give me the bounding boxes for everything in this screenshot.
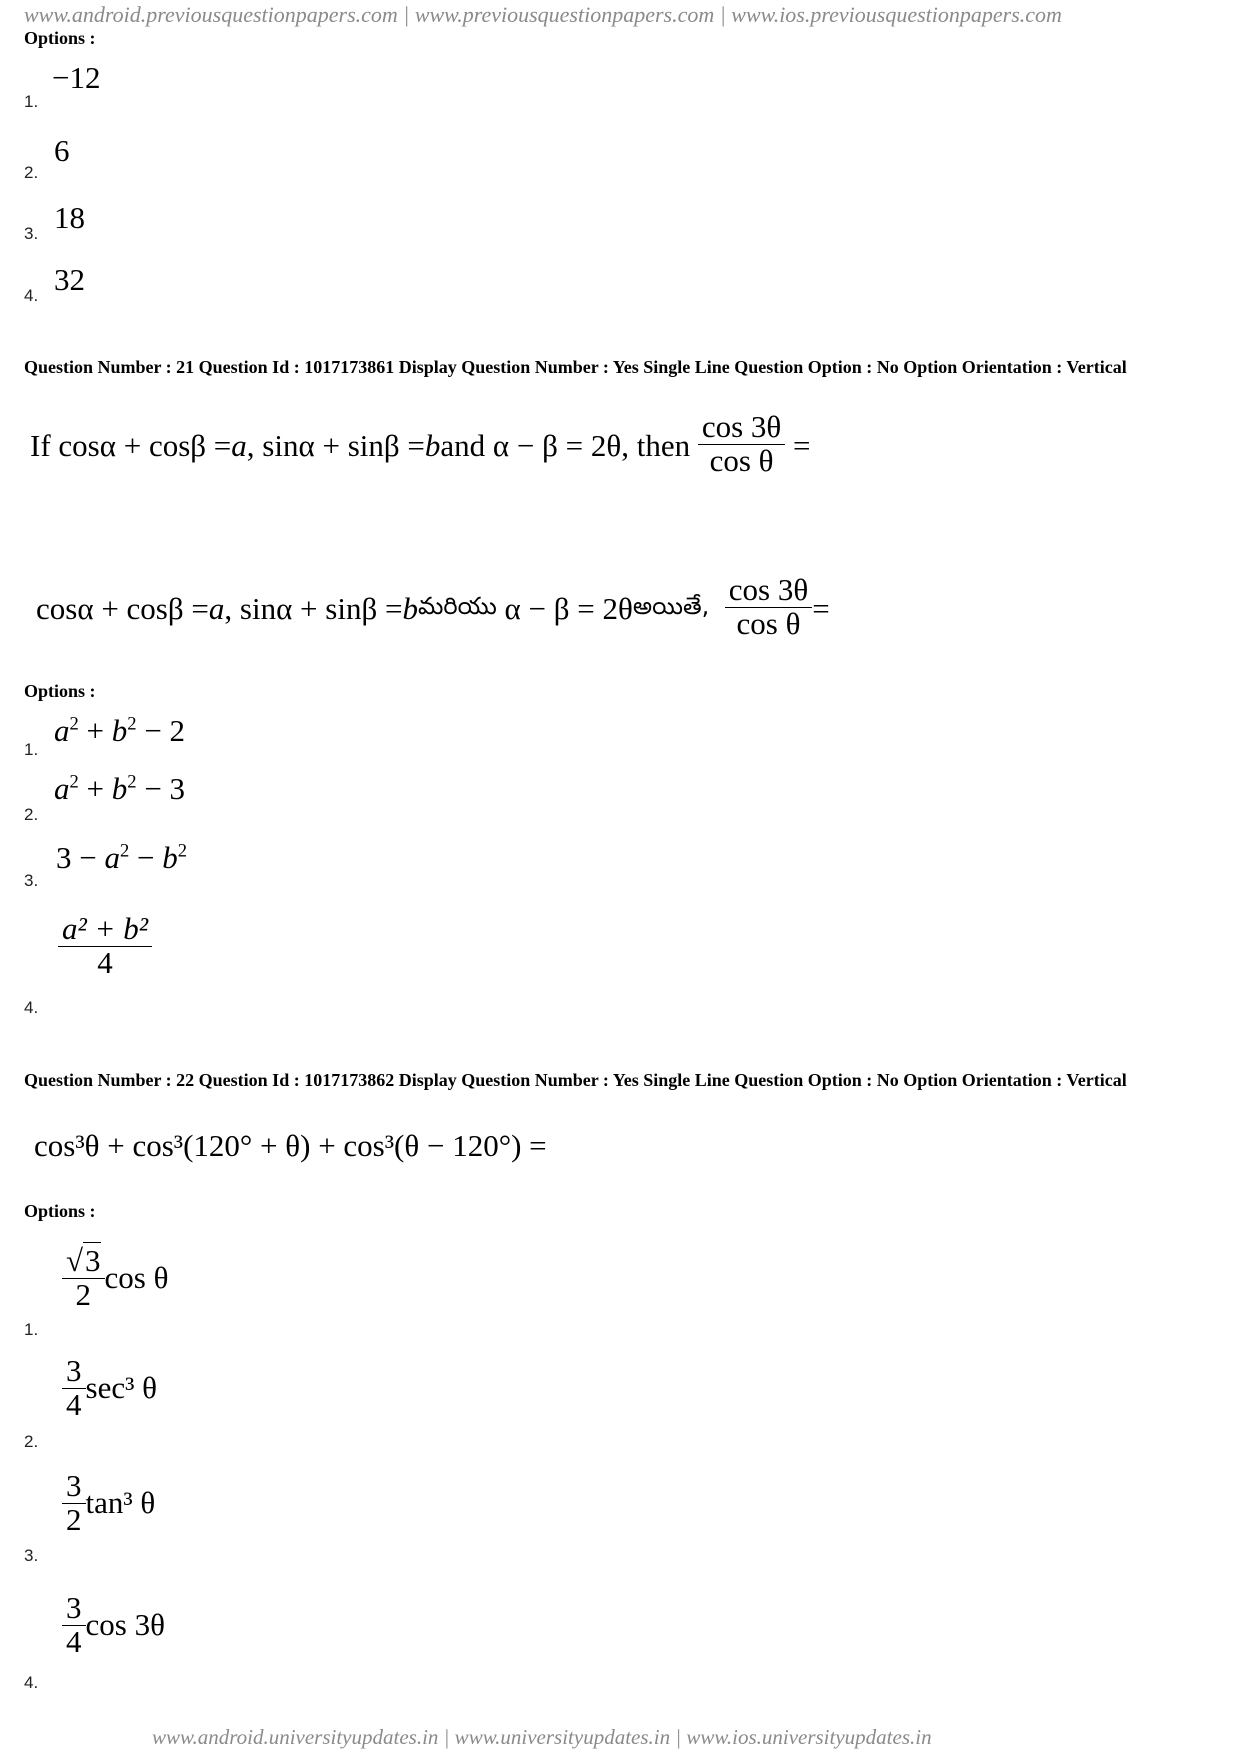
fraction-denominator: 4 [66,1623,82,1659]
option-value: $a^2 + b^2 - 3$ [54,771,186,806]
question-text: మరియు [417,592,497,621]
fraction-denominator: 4 [66,1386,82,1422]
option-number: 3. [24,224,39,243]
question-text: α − β = 2θ [504,591,633,627]
variable-a: a [208,591,225,627]
option-number: 1. [24,92,39,111]
watermark-bottom[interactable]: www.android.universityupdates.in | www.universityupdates.in | www.ios.universityupdates.in [152,1725,932,1749]
equals-sign: = [812,591,830,627]
option-number: 1. [24,740,39,759]
question-text: cosα + cosβ = [58,428,232,464]
fraction-denominator: cos θ [736,605,801,641]
option-number: 2. [24,1432,39,1451]
option-value [62,1355,157,1421]
question-text: అయితే, [632,592,710,621]
fraction [62,1470,86,1536]
fraction [698,411,785,477]
fraction-numerator: √3 [66,1243,101,1278]
fraction [62,1245,105,1311]
option-number: 4. [24,286,39,305]
option-number: 3. [24,1546,39,1565]
equals-sign: = [793,428,811,464]
fraction-numerator: cos 3θ [728,572,809,607]
option-value: 18 [54,200,85,235]
fraction-numerator: a² + b² [62,911,149,946]
option-value [62,1245,168,1311]
question-text-telugu [36,572,830,641]
fraction-numerator: cos 3θ [701,409,782,444]
option-number: 4. [24,998,39,1017]
option-number: 2. [24,805,39,824]
question-header: Question Number : 22 Question Id : 1017173862 Display Question Number : Yes Single Line Question Option : No Option Orientation : Vertical [24,1070,1127,1090]
fraction-denominator: 2 [75,1276,91,1312]
question-text: If [30,428,51,464]
option-number: 3. [24,871,39,890]
option-value: 6 [54,133,70,168]
option-value: $3 - a^2 - b^2$ [56,840,188,875]
option-number: 1. [24,1320,39,1339]
option-function: sec³ θ [85,1370,157,1406]
fraction-denominator: 2 [66,1501,82,1537]
option-value: $a^2 + b^2 - 2$ [54,713,186,748]
option-function: cos 3θ [85,1607,165,1643]
question-text-english [30,409,811,478]
option-value [62,1470,155,1536]
fraction-numerator: 3 [66,1353,82,1388]
fraction-numerator: 3 [66,1468,82,1503]
fraction-denominator: 4 [97,944,113,980]
option-value: 32 [54,262,85,297]
option-number: 2. [24,163,39,182]
fraction-denominator: cos θ [709,442,774,478]
option-number: 4. [24,1673,39,1692]
question-text: and α − β = 2θ, then [440,428,691,464]
option-value: −12 [52,60,101,95]
fraction [725,574,812,640]
option-value [58,913,152,979]
option-function: cos θ [104,1260,169,1296]
fraction-numerator: 3 [66,1590,82,1625]
fraction [62,1355,86,1421]
variable-a: a [231,428,247,464]
question-text: , sinα + sinβ = [224,591,403,627]
question-text: cos³θ + cos³(120° + θ) + cos³(θ − 120°) = [34,1128,547,1163]
option-function: tan³ θ [85,1485,156,1521]
question-text: cosα + cosβ = [36,591,209,627]
variable-b: b [402,591,418,627]
variable-b: b [424,428,441,464]
options-label: Options : [24,28,96,48]
watermark-top[interactable]: www.android.previousquestionpapers.com | www.previousquestionpapers.com | www.ios.previousquestionpapers.com [24,2,1062,27]
fraction [62,1592,86,1658]
options-label: Options : [24,681,96,701]
option-value [62,1592,165,1658]
question-header: Question Number : 21 Question Id : 1017173861 Display Question Number : Yes Single Line Question Option : No Option Orientation : Vertical [24,357,1127,377]
question-text: , sinα + sinβ = [246,428,425,464]
options-label: Options : [24,1201,96,1221]
